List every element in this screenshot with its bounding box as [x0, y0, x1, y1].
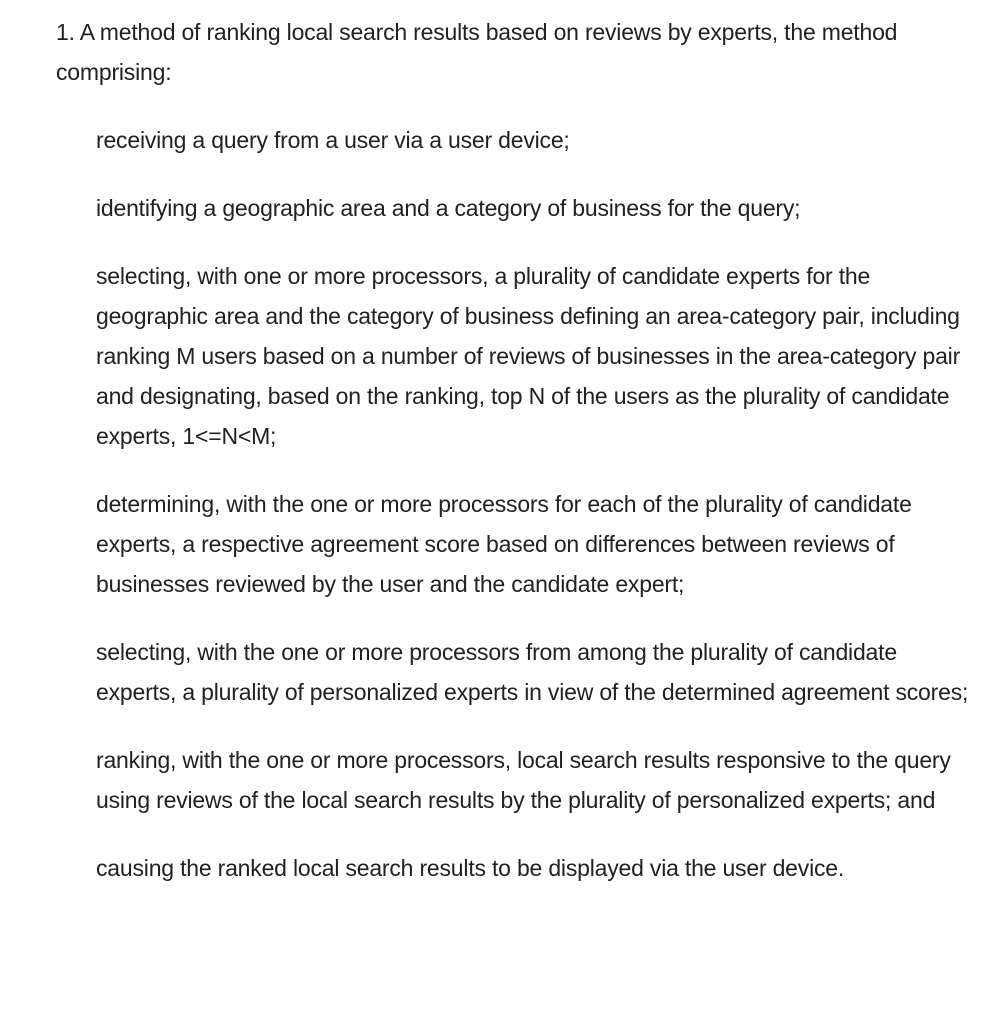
- claim-step-displaying-results: causing the ranked local search results to be displayed via the user device.: [96, 855, 845, 881]
- claim-step-determining-agreement: determining, with the one or more processors for each of the plurality of candidate experts, a respective agreement score based on differences between reviews of businesses reviewed by the user and the candidate expert;: [96, 491, 912, 597]
- claim-intro: 1. A method of ranking local search results based on reviews by experts, the method comprising:: [56, 19, 898, 85]
- claim-step-selecting-candidates: selecting, with one or more processors, a plurality of candidate experts for the geographic area and the category of business defining an area-category pair, including ranking M users based on a number of reviews of businesses in the area-category pair and designating, based on the ranking, top N of the users as the plurality of candidate experts, 1<=N<M;: [96, 263, 961, 449]
- claim-steps-list: [56, 120, 978, 888]
- claim-step-identifying-area: identifying a geographic area and a category of business for the query;: [96, 195, 801, 221]
- claim-step-receiving-query: receiving a query from a user via a user device;: [96, 127, 570, 153]
- claim-step-ranking-results: ranking, with the one or more processors, local search results responsive to the query using reviews of the local search results by the plurality of personalized experts; and: [96, 747, 951, 813]
- claim-step-selecting-personalized: selecting, with the one or more processors from among the plurality of candidate experts, a plurality of personalized experts in view of the determined agreement scores;: [96, 639, 969, 705]
